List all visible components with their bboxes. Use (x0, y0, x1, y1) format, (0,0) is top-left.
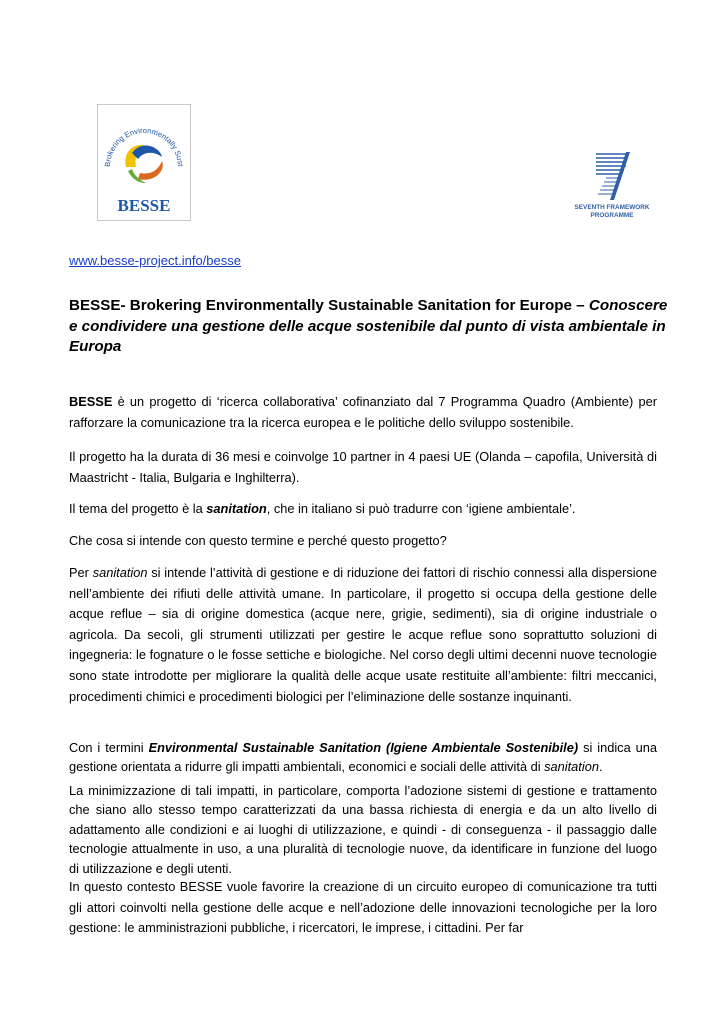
paragraph-duration: Il progetto ha la durata di 36 mesi e coinvolge 10 partner in 4 paesi UE (Olanda – capofila, Università di Maastricht - Italia, Bulgaria e Inghilterra). (69, 449, 657, 485)
besse-wordmark: BESSE (117, 196, 171, 215)
paragraph-intro (69, 392, 657, 433)
intro-text: è un progetto di ‘ricerca collaborativa’ cofinanziato dal 7 Programma Quadro (Ambiente) per rafforzare la comunicazione tra la ricerca europea e le politiche dello sviluppo sostenibile. (69, 394, 657, 430)
fp7-logo (566, 148, 654, 222)
ess-text-before: Con i termini (69, 740, 149, 755)
paragraph-sanitation-definition (69, 563, 657, 707)
fp7-label-line2: PROGRAMME (590, 212, 634, 219)
definition-text-before: Per (69, 565, 93, 580)
seven-icon (610, 152, 630, 200)
theme-term: sanitation (206, 501, 267, 516)
paragraph-context: In questo contesto BESSE vuole favorire la creazione di un circuito europeo di comunicazione tra tutti gli attori coinvolti nella gestione delle acque e nell’adozione delle innovazioni tecnologiche per la loro gestione: le amministrazioni pubbliche, i ricercatori, le imprese, i cittadini. Per far (69, 879, 657, 936)
besse-ring-text: Brokering Environmentally Sust (102, 125, 186, 168)
intro-lead: BESSE (69, 394, 113, 409)
definition-text-after: si intende l’attività di gestione e di riduzione dei fattori di rischio connessi alla dispersione nell’ambiente dei rifiuti delle attività umane. In particolare, il progetto si occupa della gestione delle acque reflue – sia di origine domestica (acque nere, grigie, sedimenti), sia di origine industriale o agricola. Da secoli, gli strumenti utilizzati per gestire le acque reflue sono soprattutto soluzioni di ingegneria: le fognature o le fosse settiche e biologiche. Nel corso degli ultimi decenni nuove tecnologie sono state introdotte per migliorare la qualità delle acque usate restituite all’ambiente: filtri meccanici, procedimenti chimici e procedimenti biologici per l’eliminazione delle sostanze inquinanti. (69, 565, 657, 704)
ess-term2: sanitation (544, 759, 599, 775)
title-italic: Conoscere e condividere una gestione delle acque sostenibile dal punto di vista ambientale in Europa (69, 297, 668, 355)
theme-text-after: , che in italiano si può tradurre con ‘igiene ambientale’. (266, 501, 576, 516)
theme-text-before: Il tema del progetto è la (69, 501, 207, 516)
paragraph-minimization: La minimizzazione di tali impatti, in particolare, comporta l’adozione sistemi di gestione e trattamento che siano allo stesso tempo caratterizzati da una bassa richiesta di energia e da un alto livello di adattamento alle condizioni e ai luoghi di utilizzazione, e quindi - di conseguenza - il passaggio dalle tecnologie attualmente in uso, a una pluralità di tecnologie nuove, da identificare in funzione del luogo di utilizzazione e degli utenti. (69, 783, 657, 876)
ess-text-end: . (598, 759, 603, 775)
document-title (69, 296, 669, 358)
besse-logo (97, 104, 191, 221)
ess-text-middle: si indica una gestione orientata a ridurre gli impatti ambientali, economici e sociali delle attività di (69, 740, 657, 775)
ess-term: Environmental Sustainable Sanitation (Igiene Ambientale Sostenibile) (148, 740, 579, 755)
paragraph-theme (69, 499, 657, 520)
fp7-label-line1: SEVENTH FRAMEWORK (574, 204, 650, 211)
definition-term: sanitation (92, 565, 148, 580)
paragraph-ess (69, 738, 657, 777)
website-link[interactable]: www.besse-project.info/besse (69, 253, 241, 268)
paragraph-question: Che cosa si intende con questo termine e perché questo progetto? (69, 533, 447, 548)
title-bold: BESSE- Brokering Environmentally Sustainable Sanitation for Europe – (69, 297, 589, 314)
